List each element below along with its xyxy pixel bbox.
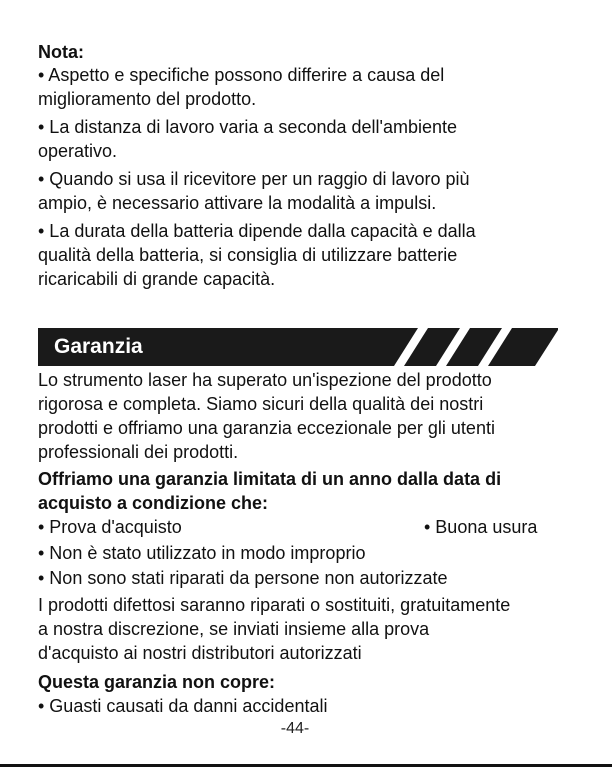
exclusion-item: • Guasti causati da danni accidentali — [38, 696, 328, 716]
note-line: operativo. — [38, 141, 118, 161]
note-line: • La distanza di lavoro varia a seconda dell'ambiente — [38, 117, 457, 137]
condition-good-wear: • Buona usura — [424, 517, 538, 537]
condition-not-repaired: • Non sono stati riparati da persone non autorizzate — [38, 568, 448, 588]
repair-line: a nostra discrezione, se inviati insieme alla prova — [38, 619, 430, 639]
page-number: -44- — [280, 720, 310, 737]
conditions-title-line: acquisto a condizione che: — [38, 493, 269, 513]
condition-not-misused: • Non è stato utilizzato in modo improprio — [38, 543, 366, 563]
note-line: ampio, è necessario attivare la modalità a impulsi. — [38, 193, 437, 213]
warranty-heading: Garanzia — [54, 335, 143, 358]
exclusions-title: Questa garanzia non copre: — [38, 672, 276, 692]
note-line: qualità della batteria, si consiglia di utilizzare batterie — [38, 245, 458, 265]
note-line: • Quando si usa il ricevitore per un raggio di lavoro più — [38, 169, 470, 189]
note-line: ricaricabili di grande capacità. — [38, 269, 276, 289]
warranty-intro-line: prodotti e offriamo una garanzia eccezionale per gli utenti — [38, 418, 495, 438]
warranty-banner — [38, 328, 558, 366]
condition-proof-of-purchase: • Prova d'acquisto — [38, 517, 182, 537]
note-line: • Aspetto e specifiche possono differire a causa del — [38, 65, 445, 85]
note-line: miglioramento del prodotto. — [38, 89, 257, 109]
note-title: Nota: — [38, 42, 84, 62]
warranty-intro-line: Lo strumento laser ha superato un'ispezione del prodotto — [38, 370, 492, 390]
repair-line: I prodotti difettosi saranno riparati o sostituiti, gratuitamente — [38, 595, 511, 615]
conditions-title-line: Offriamo una garanzia limitata di un anno dalla data di — [38, 469, 502, 489]
warranty-intro-line: professionali dei prodotti. — [38, 442, 239, 462]
warranty-intro-line: rigorosa e completa. Siamo sicuri della qualità dei nostri — [38, 394, 484, 414]
repair-line: d'acquisto ai nostri distributori autorizzati — [38, 643, 362, 663]
bottom-rule — [0, 764, 612, 767]
note-line: • La durata della batteria dipende dalla capacità e dalla — [38, 221, 476, 241]
